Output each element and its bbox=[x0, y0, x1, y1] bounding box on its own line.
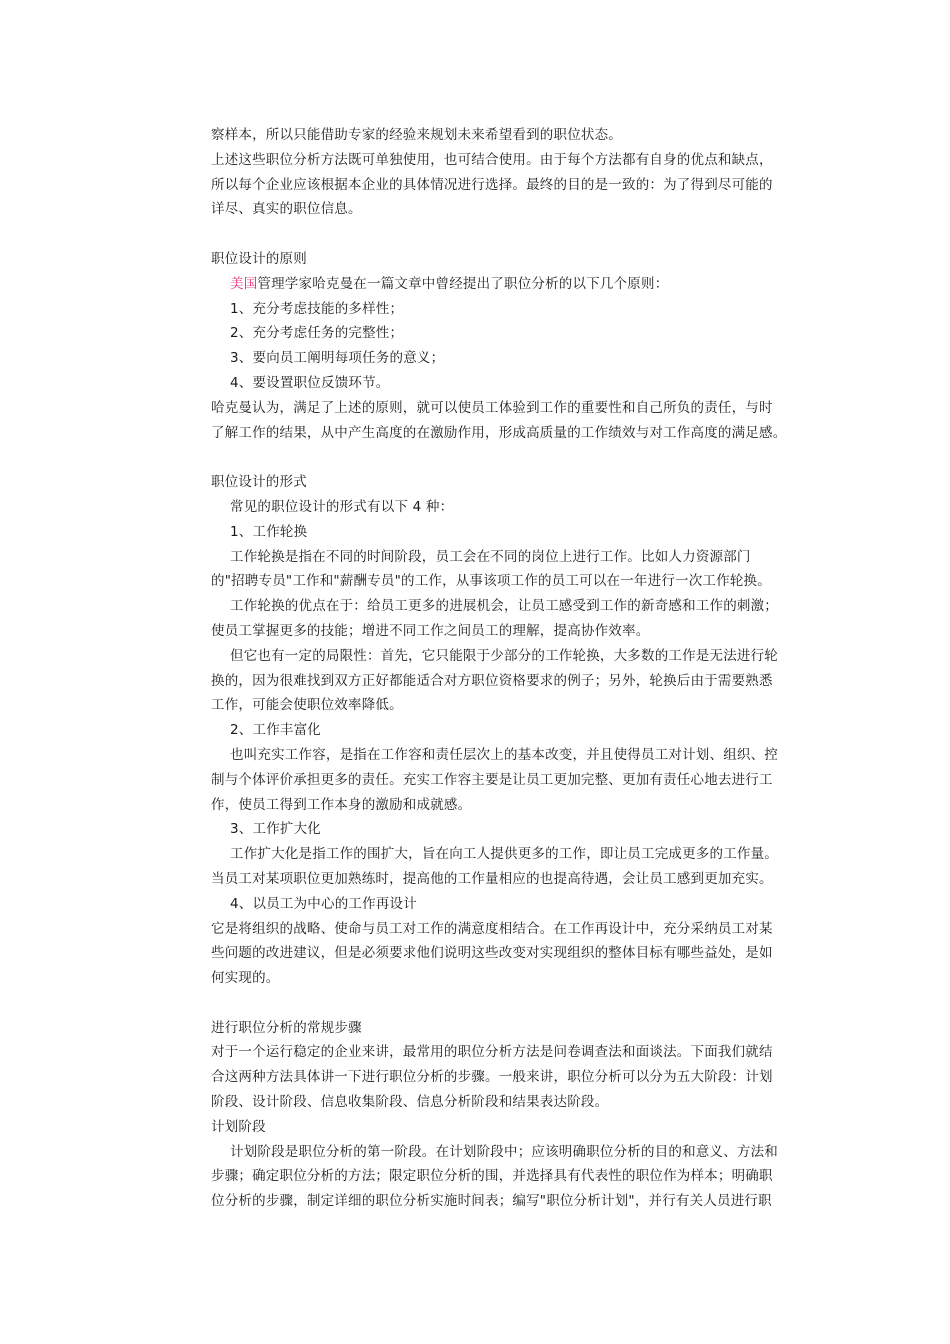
subsection-title: 1、工作轮换 bbox=[230, 523, 308, 540]
text-line: 的"招聘专员"工作和"薪酬专员"的工作，从事该项工作的员工可以在一年进行一次工作轮换。 bbox=[211, 573, 771, 590]
text-line: 工作轮换是指在不同的时间阶段，员工会在不同的岗位上进行工作。比如人力资源部门 bbox=[230, 548, 751, 565]
text-line: 哈克曼认为，满足了上述的原则，就可以使员工体验到工作的重要性和自己所负的责任，与时 bbox=[211, 399, 773, 416]
subsection-title: 2、工作丰富化 bbox=[230, 722, 321, 739]
subsection-title: 4、以员工为中心的工作再设计 bbox=[230, 895, 417, 912]
section-heading: 进行职位分析的常规步骤 bbox=[211, 1019, 362, 1036]
text-line: 制与个体评价承担更多的责任。充实工作容主要是让员工更加完整、更加有责任心地去进行工 bbox=[211, 771, 773, 788]
text-line: 上述这些职位分析方法既可单独使用，也可结合使用。由于每个方法都有自身的优点和缺点， bbox=[211, 151, 773, 168]
text-line: 换的，因为很难找到双方正好都能适合对方职位资格要求的例子；另外，轮换后由于需要熟悉 bbox=[211, 672, 773, 689]
text-line: 所以每个企业应该根据本企业的具体情况进行选择。最终的目的是一致的：为了得到尽可能的 bbox=[211, 176, 773, 193]
text-line: 使员工掌握更多的技能；增进不同工作之间员工的理解，提高协作效率。 bbox=[211, 622, 650, 639]
text-line: 常见的职位设计的形式有以下 4 种： bbox=[230, 498, 454, 515]
text-fragment: 管理学家哈克曼在一篇文章中曾经提出了职位分析的以下几个原则： bbox=[257, 275, 669, 292]
text-line: 它是将组织的战略、使命与员工对工作的满意度相结合。在工作再设计中，充分采纳员工对某 bbox=[211, 920, 773, 937]
text-line: 察样本，所以只能借助专家的经验来规划未来希望看到的职位状态。 bbox=[211, 127, 622, 143]
list-item: 1、充分考虑技能的多样性； bbox=[230, 300, 404, 317]
list-item: 2、充分考虑任务的完整性； bbox=[230, 325, 404, 342]
document-page bbox=[211, 123, 811, 1214]
highlight-link[interactable]: 美国 bbox=[230, 275, 258, 292]
text-line: 何实现的。 bbox=[211, 970, 280, 987]
section-heading: 职位设计的原则 bbox=[211, 250, 307, 267]
text-line: 工作，可能会使职位效率降低。 bbox=[211, 697, 403, 714]
text-line: 了解工作的结果，从中产生高度的在激励作用，形成高质量的工作绩效与对工作高度的满足感。 bbox=[211, 424, 787, 441]
text-line: 工作扩大化是指工作的围扩大，旨在向工人提供更多的工作，即让员工完成更多的工作量。 bbox=[230, 846, 778, 863]
text-line: 也叫充实工作容，是指在工作容和责任层次上的基本改变，并且使得员工对计划、组织、控 bbox=[230, 746, 778, 763]
subsection-title: 计划阶段 bbox=[211, 1118, 266, 1135]
text-line bbox=[211, 272, 811, 297]
text-line: 作，使员工得到工作本身的激励和成就感。 bbox=[211, 796, 472, 813]
list-item: 3、要向员工阐明每项任务的意义； bbox=[230, 350, 445, 367]
text-line: 合这两种方法具体讲一下进行职位分析的步骤。一般来讲，职位分析可以分为五大阶段：计划 bbox=[211, 1069, 773, 1086]
text-line: 详尽、真实的职位信息。 bbox=[211, 201, 362, 218]
text-line: 些问题的改进建议，但是必须要求他们说明这些改变对实现组织的整体目标有哪些益处，是如 bbox=[211, 945, 773, 962]
text-line: 工作轮换的优点在于：给员工更多的进展机会，让员工感受到工作的新奇感和工作的刺激； bbox=[230, 598, 778, 615]
text-line: 对于一个运行稳定的企业来讲，最常用的职位分析方法是问卷调查法和面谈法。下面我们就结 bbox=[211, 1044, 773, 1061]
text-line: 阶段、设计阶段、信息收集阶段、信息分析阶段和结果表达阶段。 bbox=[211, 1094, 609, 1111]
text-line: 当员工对某项职位更加熟练时，提高他的工作量相应的也提高待遇，会让员工感到更加充实。 bbox=[211, 870, 773, 887]
text-line: 步骤；确定职位分析的方法；限定职位分析的围，并选择具有代表性的职位作为样本；明确职 bbox=[211, 1168, 773, 1185]
text-line: 但它也有一定的局限性：首先，它只能限于少部分的工作轮换，大多数的工作是无法进行轮 bbox=[230, 647, 778, 664]
section-heading: 职位设计的形式 bbox=[211, 474, 307, 491]
text-line: 计划阶段是职位分析的第一阶段。在计划阶段中；应该明确职位分析的目的和意义、方法和 bbox=[230, 1143, 778, 1160]
subsection-title: 3、工作扩大化 bbox=[230, 821, 321, 838]
text-line: 位分析的步骤，制定详细的职位分析实施时间表；编写"职位分析计划"，并行有关人员进行职 bbox=[211, 1193, 772, 1210]
list-item: 4、要设置职位反馈环节。 bbox=[230, 374, 390, 391]
